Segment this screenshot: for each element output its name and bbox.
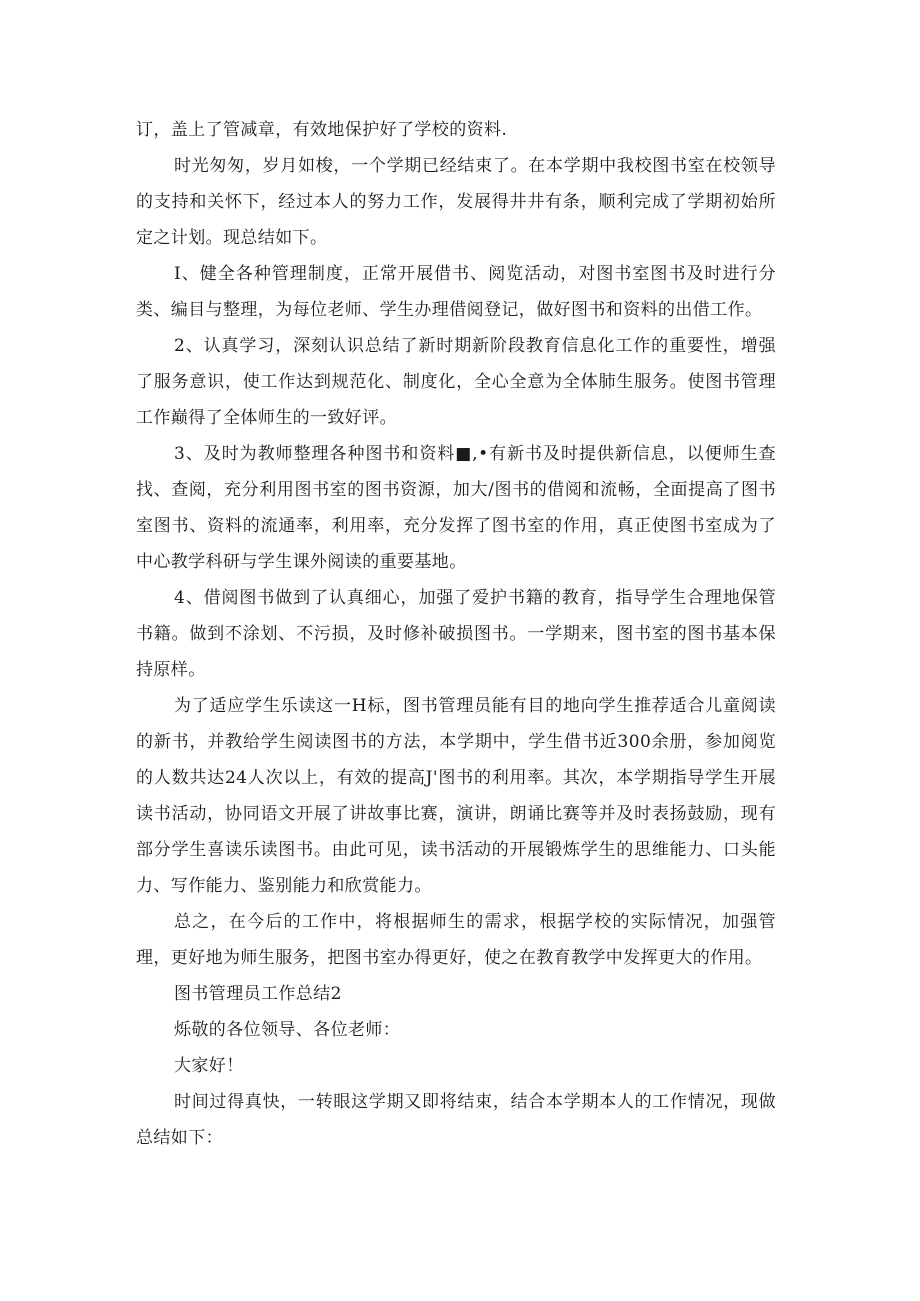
paragraph-reading-activity: 为了适应学生乐读这一H标，图书管理员能有目的地向学生推荐适合儿童阅读的新书，并教给学生阅读图书的方法，本学期中，学生借书近300余册，参加阅览的人数共达24人次以上，有效的提高J'图书的利用率。其次，本学期指导学生开展读书活动，协同语文开展了讲故事比赛，演讲，朗诵比赛等并及时表扬鼓励，现有部分学生喜读乐读图书。由此可见，读书活动的开展锻炼学生的思维能力、口头能力、写作能力、鉴别能力和欣赏能力。: [136, 696, 776, 896]
paragraph-item-3: 3、及时为教师整理各种图书和资料■,•有新书及时提供新信息，以便师生查找、查阅，充分利用图书室的图书资源，加大/图书的借阅和流畅，全面提高了图书室图书、资料的流通率，利用率，充分发挥了图书室的作用，真正使图书室成为了中心教学科研与学生课外阅读的重要基地。: [136, 444, 776, 572]
paragraph-item-2: 2、认真学习，深刻认识总结了新时期新阶段教育信息化工作的重要性，增强了服务意识，使工作达到规范化、制度化，全心全意为全体肺生服务。使图书管理工作巅得了全体师生的一致好评。: [136, 336, 776, 428]
paragraph-intro: 时光匆匆，岁月如梭，一个学期已经结束了。在本学期中我校图书室在校领导的支持和关怀下，经过本人的努力工作，发展得井井有条，顺利完成了学期初始所定之计划。现总结如下。: [136, 156, 776, 248]
section-heading: 图书管理员工作总结2: [174, 984, 342, 1004]
paragraph-item-1: I、健全各种管理制度，正常开展借书、阅览活动，对图书室图书及时进行分类、编目与整理，为每位老师、学生办理借阅登记，做好图书和资料的出借工作。: [136, 264, 776, 320]
paragraph-item-4: 4、借阅图书做到了认真细心，加强了爱护书籍的教育，指导学生合理地保管书籍。做到不涂划、不污损，及时修补破损图书。一学期来，图书室的图书基本保持原样。: [136, 588, 776, 680]
greeting: 大家好！: [174, 1056, 244, 1076]
paragraph-continuation: 订，盖上了管减章，有效地保护好了学校的资料.: [136, 120, 508, 140]
paragraph-summary-intro: 时间过得真快，一转眼这学期又即将结束，结合本学期本人的工作情况，现做总结如下：: [136, 1092, 776, 1148]
salutation: 烁敬的各位领导、各位老师：: [174, 1020, 401, 1040]
paragraph-conclusion: 总之，在今后的工作中，将根据师生的需求，根据学校的实际情况，加强管理，更好地为师生服务，把图书室办得更好，使之在教育教学中发挥更大的作用。: [136, 912, 776, 968]
